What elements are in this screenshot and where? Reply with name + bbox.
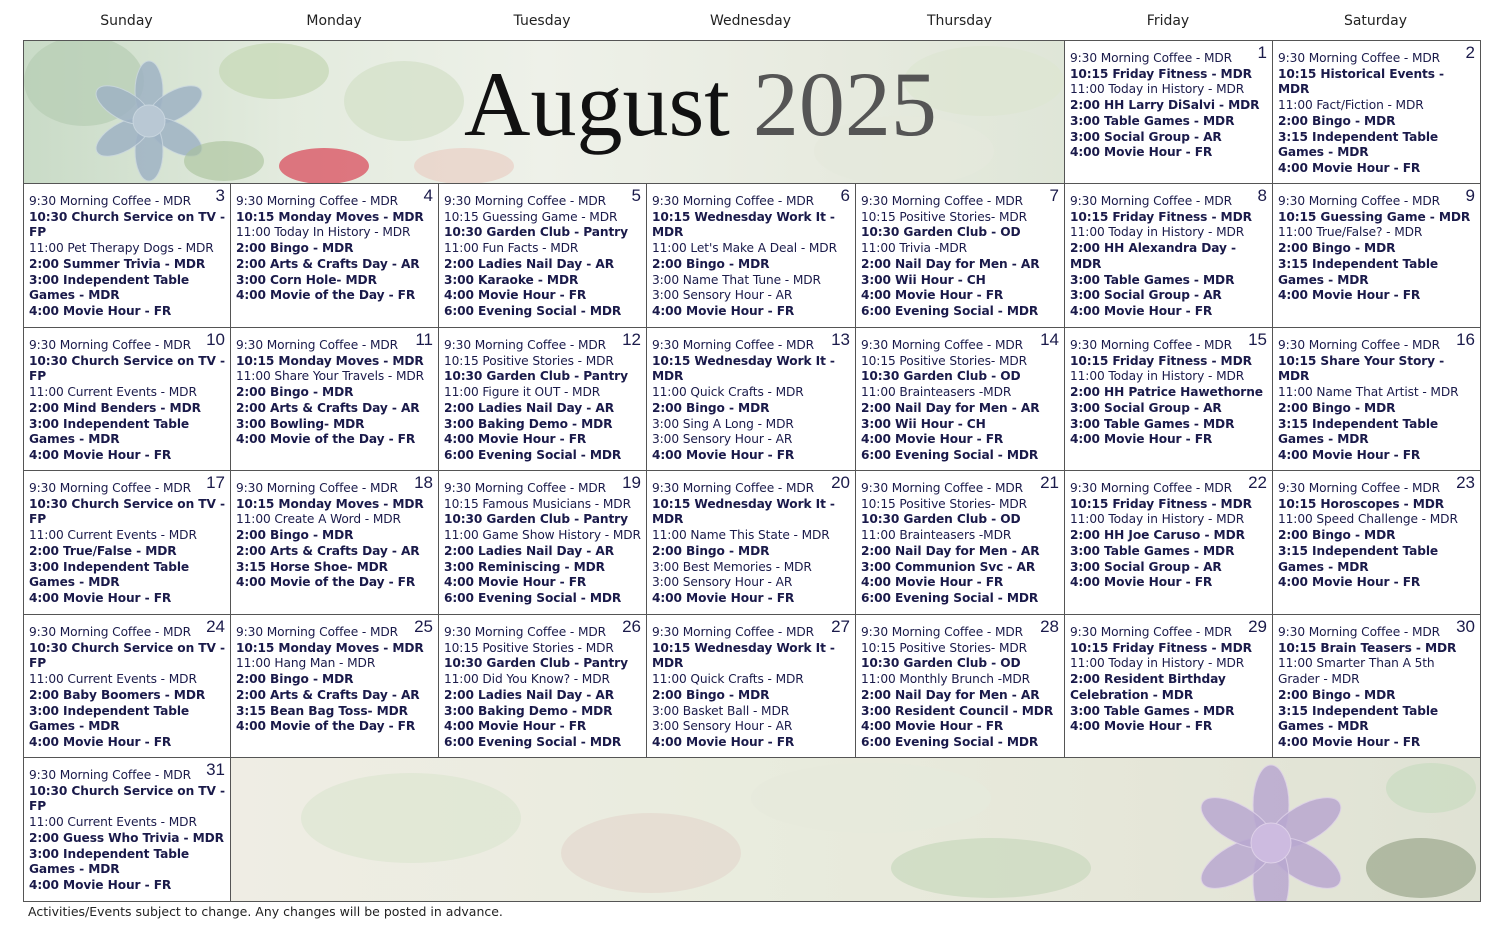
- event-item: 11:00 True/False? - MDR: [1278, 225, 1423, 240]
- day-cell-17: [24, 471, 231, 615]
- event-item: 6:00 Evening Social - MDR: [444, 303, 622, 318]
- event-item: 2:00 Nail Day for Men - AR: [861, 687, 1040, 702]
- weekday-sunday: Sunday: [100, 13, 153, 29]
- event-item: 4:00 Movie Hour - FR: [861, 719, 1004, 734]
- day-number: 28: [1040, 617, 1059, 636]
- day-number: 31: [206, 760, 225, 779]
- schedule-disclaimer: Activities/Events subject to change. Any changes will be posted in advance.: [28, 904, 503, 919]
- event-item: 11:00 Current Events - MDR: [29, 672, 197, 687]
- event-item: 4:00 Movie Hour - FR: [652, 303, 795, 318]
- event-item: 4:00 Movie Hour - FR: [29, 303, 172, 318]
- event-item: 10:15 Positive Stories- MDR: [861, 209, 1028, 224]
- event-item: 4:00 Movie Hour - FR: [29, 447, 172, 462]
- day-cell-26: [439, 615, 647, 758]
- event-item: 6:00 Evening Social - MDR: [444, 447, 622, 462]
- event-item: 3:00 Wii Hour - CH: [861, 416, 986, 431]
- event-item: 2:00 HH Patrice Hawethorne: [1070, 385, 1263, 400]
- event-item: 3:00 Table Games - MDR: [1070, 272, 1235, 287]
- day-number: 10: [206, 330, 225, 349]
- event-item: 9:30 Morning Coffee - MDR: [652, 481, 815, 495]
- day-number: 25: [414, 617, 433, 636]
- event-item: 2:00 Bingo - MDR: [1278, 400, 1396, 415]
- event-item: 10:15 Share Your Story - MDR: [1278, 353, 1445, 384]
- day-cell-8: [1065, 184, 1273, 328]
- event-item: 10:15 Friday Fitness - MDR: [1070, 496, 1252, 511]
- event-item: 11:00 Fact/Fiction - MDR: [1278, 98, 1424, 113]
- day-cell-25: [231, 615, 439, 758]
- event-item: 3:00 Communion Svc - AR: [861, 559, 1036, 574]
- event-item: 10:30 Church Service on TV - FP: [29, 640, 225, 671]
- event-item: 10:15 Monday Moves - MDR: [236, 353, 424, 368]
- day-cell-29: [1065, 615, 1273, 758]
- event-item: 10:30 Garden Club - Pantry: [444, 656, 628, 671]
- event-item: 10:15 Brain Teasers - MDR: [1278, 640, 1457, 655]
- event-item: 2:00 Guess Who Trivia - MDR: [29, 830, 224, 845]
- event-item: 2:00 Arts & Crafts Day - AR: [236, 543, 420, 558]
- event-item: 11:00 Fun Facts - MDR: [444, 241, 579, 256]
- event-item: 9:30 Morning Coffee - MDR: [861, 338, 1024, 352]
- event-item: 2:00 Bingo - MDR: [236, 241, 354, 256]
- event-item: 10:15 Positive Stories - MDR: [444, 640, 614, 655]
- event-item: 2:00 Resident Birthday Celebration - MDR: [1070, 672, 1226, 702]
- day-cell-13: [647, 328, 856, 471]
- event-item: 4:00 Movie Hour - FR: [861, 575, 1004, 590]
- event-item: 3:00 Sensory Hour - AR: [652, 719, 793, 734]
- event-item: 10:15 Friday Fitness - MDR: [1070, 66, 1252, 81]
- day-cell-12: [439, 328, 647, 471]
- event-item: 3:00 Baking Demo - MDR: [444, 703, 613, 718]
- event-item: 9:30 Morning Coffee - MDR: [444, 194, 607, 208]
- day-cell-4: [231, 184, 439, 328]
- event-item: 11:00 Brainteasers -MDR: [861, 385, 1012, 400]
- day-number: 8: [1257, 186, 1267, 205]
- event-item: 4:00 Movie Hour - FR: [29, 590, 172, 605]
- event-item: 10:30 Garden Club - OD: [861, 656, 1021, 671]
- month-title-banner: [24, 41, 1065, 184]
- day-cell-24: [24, 615, 231, 758]
- event-item: 9:30 Morning Coffee - MDR: [29, 625, 192, 639]
- event-item: 3:00 Table Games - MDR: [1070, 543, 1235, 558]
- day-cell-23: [1273, 471, 1480, 615]
- day-cell-20: [647, 471, 856, 615]
- event-item: 11:00 Brainteasers -MDR: [861, 528, 1012, 543]
- event-item: 11:00 Today in History - MDR: [1070, 225, 1245, 240]
- event-item: 3:00 Independent Table Games - MDR: [29, 416, 190, 447]
- day-number: 26: [622, 617, 641, 636]
- event-item: 11:00 Quick Crafts - MDR: [652, 672, 804, 687]
- event-item: 2:00 HH Joe Caruso - MDR: [1070, 528, 1245, 543]
- event-item: 11:00 Speed Challenge - MDR: [1278, 512, 1458, 527]
- event-item: 9:30 Morning Coffee - MDR: [29, 338, 192, 352]
- event-item: 4:00 Movie Hour - FR: [444, 575, 587, 590]
- day-number: 17: [206, 473, 225, 492]
- year: 2025: [752, 53, 937, 155]
- event-item: 10:30 Garden Club - Pantry: [444, 225, 628, 240]
- event-item: 10:15 Positive Stories- MDR: [861, 496, 1028, 511]
- succulent-footer-image: [231, 758, 1480, 901]
- event-item: 2:00 Bingo - MDR: [1278, 687, 1396, 702]
- day-number: 14: [1040, 330, 1059, 349]
- event-item: 2:00 Ladies Nail Day - AR: [444, 256, 615, 271]
- month-year-title: [464, 51, 937, 157]
- event-item: 11:00 Today in History - MDR: [1070, 656, 1245, 671]
- event-item: 3:00 Table Games - MDR: [1070, 703, 1235, 718]
- event-item: 11:00 Let's Make A Deal - MDR: [652, 241, 837, 256]
- event-item: 3:00 Sensory Hour - AR: [652, 288, 793, 303]
- event-item: 11:00 Today In History - MDR: [236, 225, 411, 240]
- event-item: 10:15 Monday Moves - MDR: [236, 209, 424, 224]
- event-item: 4:00 Movie Hour - FR: [1278, 288, 1421, 303]
- event-item: 6:00 Evening Social - MDR: [861, 734, 1039, 749]
- day-number: 2: [1465, 43, 1475, 62]
- event-item: 2:00 Ladies Nail Day - AR: [444, 687, 615, 702]
- event-item: 4:00 Movie Hour - FR: [652, 734, 795, 749]
- event-item: 2:00 Ladies Nail Day - AR: [444, 543, 615, 558]
- day-number: 30: [1456, 617, 1475, 636]
- day-number: 5: [631, 186, 641, 205]
- event-item: 3:00 Social Group - AR: [1070, 559, 1222, 574]
- event-item: 3:00 Sing A Long - MDR: [652, 416, 794, 431]
- event-item: 3:00 Bowling- MDR: [236, 416, 365, 431]
- event-item: 9:30 Morning Coffee - MDR: [1070, 625, 1233, 639]
- event-item: 9:30 Morning Coffee - MDR: [236, 194, 399, 208]
- weekday-saturday: Saturday: [1343, 13, 1408, 29]
- event-item: 4:00 Movie Hour - FR: [29, 734, 172, 749]
- day-cell-14: [856, 328, 1065, 471]
- event-item: 10:30 Garden Club - Pantry: [444, 369, 628, 384]
- event-item: 10:15 Wednesday Work It - MDR: [652, 496, 835, 527]
- event-item: 11:00 Pet Therapy Dogs - MDR: [29, 241, 214, 256]
- event-item: 10:30 Garden Club - OD: [861, 512, 1021, 527]
- event-item: 3:15 Independent Table Games - MDR: [1278, 416, 1439, 447]
- event-item: 4:00 Movie Hour - FR: [652, 590, 795, 605]
- event-item: 10:30 Garden Club - OD: [861, 225, 1021, 240]
- weekday-wednesday: Wednesday: [709, 13, 792, 29]
- event-item: 9:30 Morning Coffee - MDR: [29, 481, 192, 495]
- day-cell-15: [1065, 328, 1273, 471]
- event-item: 3:00 Social Group - AR: [1070, 129, 1222, 144]
- event-item: 4:00 Movie Hour - FR: [1070, 303, 1213, 318]
- event-item: 9:30 Morning Coffee - MDR: [652, 338, 815, 352]
- day-cell-1: [1065, 41, 1273, 184]
- event-item: 10:15 Monday Moves - MDR: [236, 496, 424, 511]
- event-item: 11:00 Today in History - MDR: [1070, 369, 1245, 384]
- event-item: 10:15 Wednesday Work It - MDR: [652, 209, 835, 240]
- day-cell-3: [24, 184, 231, 328]
- event-item: 10:15 Famous Musicians - MDR: [444, 496, 631, 511]
- event-item: 2:00 Bingo - MDR: [236, 385, 354, 400]
- event-item: 9:30 Morning Coffee - MDR: [29, 768, 192, 782]
- day-number: 18: [414, 473, 433, 492]
- day-cell-7: [856, 184, 1065, 328]
- day-cell-27: [647, 615, 856, 758]
- day-cell-11: [231, 328, 439, 471]
- day-number: 1: [1257, 43, 1267, 62]
- event-item: 4:00 Movie Hour - FR: [1070, 719, 1213, 734]
- event-item: 2:00 Baby Boomers - MDR: [29, 687, 206, 702]
- event-item: 3:15 Independent Table Games - MDR: [1278, 543, 1439, 574]
- event-item: 9:30 Morning Coffee - MDR: [444, 481, 607, 495]
- event-item: 9:30 Morning Coffee - MDR: [652, 625, 815, 639]
- event-item: 11:00 Smarter Than A 5th Grader - MDR: [1278, 656, 1435, 687]
- event-item: 4:00 Movie Hour - FR: [861, 288, 1004, 303]
- event-item: 2:00 Summer Trivia - MDR: [29, 256, 206, 271]
- event-item: 10:15 Wednesday Work It - MDR: [652, 353, 835, 384]
- event-item: 3:00 Corn Hole- MDR: [236, 272, 377, 287]
- event-item: 4:00 Movie Hour - FR: [444, 432, 587, 447]
- day-number: 16: [1456, 330, 1475, 349]
- event-item: 10:15 Guessing Game - MDR: [444, 209, 618, 224]
- event-item: 11:00 Today in History - MDR: [1070, 512, 1245, 527]
- day-number: 6: [840, 186, 850, 205]
- day-cell-28: [856, 615, 1065, 758]
- event-item: 2:00 Mind Benders - MDR: [29, 400, 201, 415]
- event-item: 2:00 Bingo - MDR: [236, 528, 354, 543]
- event-item: 3:15 Independent Table Games - MDR: [1278, 703, 1439, 734]
- event-item: 11:00 Quick Crafts - MDR: [652, 385, 804, 400]
- day-number: 23: [1456, 473, 1475, 492]
- event-item: 3:00 Best Memories - MDR: [652, 559, 812, 574]
- event-item: 10:30 Garden Club - Pantry: [444, 512, 628, 527]
- day-cell-16: [1273, 328, 1480, 471]
- event-item: 9:30 Morning Coffee - MDR: [861, 194, 1024, 208]
- event-item: 4:00 Movie Hour - FR: [1278, 734, 1421, 749]
- day-number: 4: [423, 186, 433, 205]
- day-number: 19: [622, 473, 641, 492]
- event-item: 2:00 Bingo - MDR: [1278, 528, 1396, 543]
- event-item: 6:00 Evening Social - MDR: [861, 303, 1039, 318]
- event-item: 10:15 Guessing Game - MDR: [1278, 209, 1471, 224]
- event-item: 10:30 Garden Club - OD: [861, 369, 1021, 384]
- event-item: 10:30 Church Service on TV - FP: [29, 783, 225, 814]
- event-item: 11:00 Monthly Brunch -MDR: [861, 672, 1031, 687]
- event-item: 10:15 Positive Stories - MDR: [444, 353, 614, 368]
- event-item: 11:00 Current Events - MDR: [29, 528, 197, 543]
- event-item: 9:30 Morning Coffee - MDR: [1278, 194, 1441, 208]
- event-item: 2:00 Arts & Crafts Day - AR: [236, 687, 420, 702]
- event-item: 9:30 Morning Coffee - MDR: [1278, 625, 1441, 639]
- weekday-header-row: [23, 0, 1481, 40]
- event-item: 9:30 Morning Coffee - MDR: [29, 194, 192, 208]
- day-number: 7: [1049, 186, 1059, 205]
- event-item: 9:30 Morning Coffee - MDR: [861, 625, 1024, 639]
- event-item: 9:30 Morning Coffee - MDR: [236, 338, 399, 352]
- event-item: 2:00 Bingo - MDR: [1278, 113, 1396, 128]
- event-item: 3:00 Independent Table Games - MDR: [29, 703, 190, 734]
- day-number: 9: [1465, 186, 1475, 205]
- day-cell-31: [24, 758, 231, 901]
- event-item: 2:00 HH Alexandra Day - MDR: [1070, 241, 1236, 271]
- day-number: 15: [1248, 330, 1267, 349]
- day-cell-21: [856, 471, 1065, 615]
- event-item: 3:15 Bean Bag Toss- MDR: [236, 703, 408, 718]
- event-item: 2:00 Bingo - MDR: [236, 672, 354, 687]
- event-item: 11:00 Share Your Travels - MDR: [236, 369, 425, 384]
- event-item: 9:30 Morning Coffee - MDR: [1278, 51, 1441, 65]
- event-item: 2:00 Bingo - MDR: [1278, 241, 1396, 256]
- weekday-monday: Monday: [306, 13, 362, 29]
- event-item: 11:00 Trivia -MDR: [861, 241, 968, 256]
- day-number: 13: [831, 330, 850, 349]
- day-number: 20: [831, 473, 850, 492]
- event-item: 3:00 Reminiscing - MDR: [444, 559, 605, 574]
- day-cell-18: [231, 471, 439, 615]
- event-item: 4:00 Movie Hour - FR: [1070, 575, 1213, 590]
- event-item: 11:00 Current Events - MDR: [29, 385, 197, 400]
- event-item: 10:15 Horoscopes - MDR: [1278, 496, 1445, 511]
- event-item: 3:00 Basket Ball - MDR: [652, 703, 790, 718]
- event-item: 11:00 Name This State - MDR: [652, 528, 830, 543]
- event-item: 2:00 Bingo - MDR: [652, 543, 770, 558]
- event-item: 11:00 Game Show History - MDR: [444, 528, 641, 543]
- calendar-grid: [23, 40, 1481, 902]
- event-item: 11:00 Today in History - MDR: [1070, 82, 1245, 97]
- event-item: 9:30 Morning Coffee - MDR: [1278, 338, 1441, 352]
- event-item: 2:00 Bingo - MDR: [652, 687, 770, 702]
- event-item: 3:00 Sensory Hour - AR: [652, 432, 793, 447]
- event-item: 4:00 Movie Hour - FR: [29, 877, 172, 892]
- event-item: 3:00 Name That Tune - MDR: [652, 272, 821, 287]
- event-item: 9:30 Morning Coffee - MDR: [444, 625, 607, 639]
- event-item: 10:15 Positive Stories- MDR: [861, 353, 1028, 368]
- event-item: 4:00 Movie of the Day - FR: [236, 432, 416, 447]
- event-item: 9:30 Morning Coffee - MDR: [861, 481, 1024, 495]
- day-number: 29: [1248, 617, 1267, 636]
- event-item: 10:15 Monday Moves - MDR: [236, 640, 424, 655]
- event-item: 4:00 Movie Hour - FR: [652, 447, 795, 462]
- event-item: 9:30 Morning Coffee - MDR: [1070, 338, 1233, 352]
- event-item: 4:00 Movie Hour - FR: [1070, 432, 1213, 447]
- event-item: 9:30 Morning Coffee - MDR: [652, 194, 815, 208]
- day-cell-5: [439, 184, 647, 328]
- event-item: 10:30 Church Service on TV - FP: [29, 496, 225, 527]
- event-item: 3:15 Independent Table Games - MDR: [1278, 129, 1439, 160]
- event-item: 9:30 Morning Coffee - MDR: [1070, 194, 1233, 208]
- event-item: 6:00 Evening Social - MDR: [444, 590, 622, 605]
- day-number: 24: [206, 617, 225, 636]
- day-number: 3: [215, 186, 225, 205]
- event-item: 3:00 Baking Demo - MDR: [444, 416, 613, 431]
- day-number: 22: [1248, 473, 1267, 492]
- event-item: 2:00 Bingo - MDR: [652, 400, 770, 415]
- event-item: 2:00 HH Larry DiSalvi - MDR: [1070, 98, 1260, 113]
- event-item: 11:00 Hang Man - MDR: [236, 656, 376, 671]
- event-item: 2:00 Nail Day for Men - AR: [861, 256, 1040, 271]
- event-item: 11:00 Did You Know? - MDR: [444, 672, 610, 687]
- event-item: 2:00 True/False - MDR: [29, 543, 177, 558]
- event-item: 3:00 Independent Table Games - MDR: [29, 559, 190, 590]
- day-number: 21: [1040, 473, 1059, 492]
- event-item: 10:15 Friday Fitness - MDR: [1070, 640, 1252, 655]
- event-item: 4:00 Movie Hour - FR: [1278, 160, 1421, 175]
- event-item: 11:00 Current Events - MDR: [29, 815, 197, 830]
- event-item: 2:00 Bingo - MDR: [652, 256, 770, 271]
- day-cell-6: [647, 184, 856, 328]
- event-item: 3:00 Table Games - MDR: [1070, 416, 1235, 431]
- event-item: 10:15 Friday Fitness - MDR: [1070, 353, 1252, 368]
- day-number: 11: [415, 330, 433, 349]
- event-item: 3:00 Social Group - AR: [1070, 400, 1222, 415]
- event-item: 3:15 Horse Shoe- MDR: [236, 559, 388, 574]
- event-item: 4:00 Movie Hour - FR: [444, 288, 587, 303]
- event-item: 4:00 Movie of the Day - FR: [236, 288, 416, 303]
- event-item: 10:30 Church Service on TV - FP: [29, 209, 225, 240]
- event-item: 6:00 Evening Social - MDR: [861, 590, 1039, 605]
- event-item: 9:30 Morning Coffee - MDR: [1070, 51, 1233, 65]
- event-item: 9:30 Morning Coffee - MDR: [236, 481, 399, 495]
- event-item: 2:00 Arts & Crafts Day - AR: [236, 256, 420, 271]
- event-item: 3:00 Resident Council - MDR: [861, 703, 1054, 718]
- month-name: August: [464, 53, 730, 155]
- event-item: 2:00 Ladies Nail Day - AR: [444, 400, 615, 415]
- event-item: 10:15 Wednesday Work It - MDR: [652, 640, 835, 671]
- event-item: 4:00 Movie Hour - FR: [1278, 575, 1421, 590]
- day-cell-19: [439, 471, 647, 615]
- event-item: 10:15 Positive Stories- MDR: [861, 640, 1028, 655]
- event-item: 3:00 Karaoke - MDR: [444, 272, 579, 287]
- event-item: 4:00 Movie Hour - FR: [861, 432, 1004, 447]
- event-item: 3:00 Social Group - AR: [1070, 288, 1222, 303]
- day-cell-30: [1273, 615, 1480, 758]
- event-item: 4:00 Movie Hour - FR: [1070, 145, 1213, 160]
- event-item: 4:00 Movie of the Day - FR: [236, 575, 416, 590]
- event-item: 9:30 Morning Coffee - MDR: [444, 338, 607, 352]
- event-item: 3:15 Independent Table Games - MDR: [1278, 256, 1439, 287]
- event-item: 3:00 Table Games - MDR: [1070, 113, 1235, 128]
- event-item: 3:00 Wii Hour - CH: [861, 272, 986, 287]
- weekday-friday: Friday: [1146, 13, 1190, 29]
- event-item: 4:00 Movie Hour - FR: [1278, 447, 1421, 462]
- event-item: 3:00 Independent Table Games - MDR: [29, 846, 190, 877]
- event-item: 4:00 Movie Hour - FR: [444, 719, 587, 734]
- event-item: 10:15 Historical Events - MDR: [1278, 66, 1445, 97]
- weekday-tuesday: Tuesday: [513, 13, 571, 29]
- day-cell-9: [1273, 184, 1480, 328]
- event-item: 11:00 Figure it OUT - MDR: [444, 385, 601, 400]
- event-item: 6:00 Evening Social - MDR: [444, 734, 622, 749]
- event-item: 11:00 Name That Artist - MDR: [1278, 385, 1459, 400]
- day-cell-22: [1065, 471, 1273, 615]
- event-item: 6:00 Evening Social - MDR: [861, 447, 1039, 462]
- event-item: 3:00 Independent Table Games - MDR: [29, 272, 190, 303]
- event-item: 2:00 Nail Day for Men - AR: [861, 543, 1040, 558]
- event-item: 2:00 Arts & Crafts Day - AR: [236, 400, 420, 415]
- event-item: 3:00 Sensory Hour - AR: [652, 575, 793, 590]
- day-cell-10: [24, 328, 231, 471]
- event-item: 9:30 Morning Coffee - MDR: [1278, 481, 1441, 495]
- event-item: 9:30 Morning Coffee - MDR: [1070, 481, 1233, 495]
- event-item: 10:15 Friday Fitness - MDR: [1070, 209, 1252, 224]
- day-number: 27: [831, 617, 850, 636]
- event-item: 2:00 Nail Day for Men - AR: [861, 400, 1040, 415]
- event-item: 11:00 Create A Word - MDR: [236, 512, 401, 527]
- event-item: 9:30 Morning Coffee - MDR: [236, 625, 399, 639]
- event-item: 10:30 Church Service on TV - FP: [29, 353, 225, 384]
- weekday-thursday: Thursday: [926, 13, 993, 29]
- day-number: 12: [622, 330, 641, 349]
- event-item: 4:00 Movie of the Day - FR: [236, 719, 416, 734]
- succulent-footer-decoration: [231, 758, 1480, 901]
- day-cell-2: [1273, 41, 1480, 184]
